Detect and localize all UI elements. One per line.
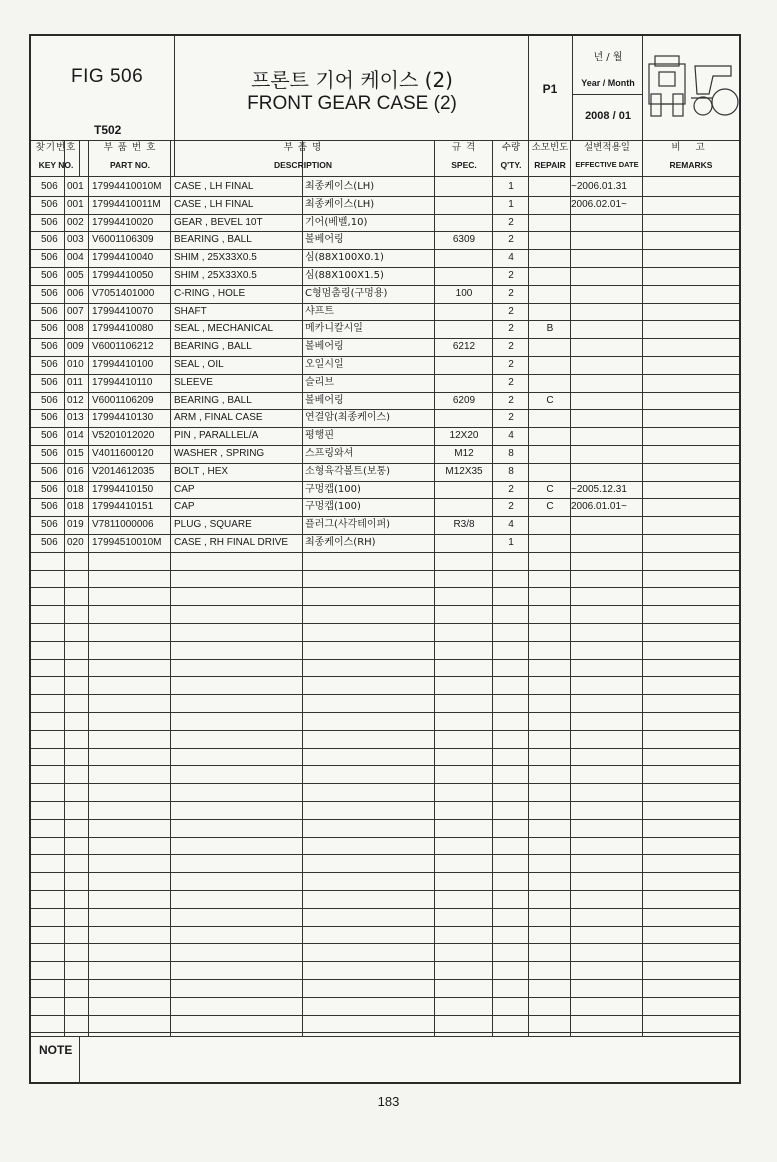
year-month-label-ko: 년 / 월 (593, 52, 623, 63)
cell-desc-en: SHIM , 25X33X0.5 (174, 252, 257, 264)
cell-key: 011 (67, 376, 83, 388)
cell-spec: M12 (454, 448, 474, 459)
cell-fig: 506 (41, 376, 58, 388)
key-header-ko: 찾기번호 (35, 142, 77, 153)
qty-header-en: Q'TY. (500, 160, 522, 170)
description-header-ko: 부 품 명 (283, 142, 323, 153)
cell-desc-en: WASHER , SPRING (174, 448, 265, 459)
remarks-header-en: REMARKS (669, 160, 713, 170)
cell-desc-ko: C형멈춤링(구멍용) (305, 287, 388, 299)
cell-desc-en: SEAL , OIL (174, 359, 224, 370)
cell-desc-ko: 메카니칼시일 (305, 323, 363, 335)
cell-key: 020 (67, 537, 84, 548)
cell-desc-ko: 슬리브 (305, 376, 334, 388)
cell-spec: 6309 (452, 234, 476, 246)
cell-fig: 506 (41, 394, 58, 406)
title-english: FRONT GEAR CASE (2) (247, 93, 457, 114)
cell-qty: 8 (508, 465, 514, 477)
cell-key: 001 (67, 181, 84, 192)
cell-key: 003 (67, 234, 84, 246)
cell-desc-ko: 소형육각볼트(보통) (305, 465, 391, 477)
cell-fig: 506 (41, 359, 58, 370)
cell-eff: 2006.02.01~ (571, 198, 627, 210)
cell-fig: 506 (41, 519, 58, 531)
part-header-en: PART NO. (110, 160, 150, 170)
cell-key: 019 (67, 519, 84, 531)
cell-desc-en: BEARING , BALL (174, 394, 252, 406)
cell-spec: 100 (455, 287, 473, 299)
cell-eff: 2006.01.01~ (571, 501, 627, 513)
cell-key: 018 (67, 483, 84, 495)
cell-desc-en: PIN , PARALLEL/A (174, 430, 259, 442)
cell-qty: 2 (508, 359, 514, 370)
cell-desc-en: PLUG , SQUARE (174, 519, 252, 531)
cell-desc-en: C-RING , HOLE (174, 287, 246, 299)
cell-desc-ko: 최종케이스(LH) (305, 181, 375, 192)
cell-qty: 2 (508, 412, 514, 424)
table-row (31, 392, 739, 410)
cell-fig: 506 (41, 483, 58, 495)
cell-key: 014 (67, 430, 84, 442)
table-row (31, 178, 739, 196)
cell-part: V6001106209 (92, 394, 154, 406)
description-header-en: DESCRIPTION (273, 160, 333, 170)
parts-sheet (29, 34, 741, 1084)
cell-part: V6001106309 (92, 234, 154, 246)
cell-repair: C (546, 394, 554, 406)
cell-desc-ko: 연결암(최종케이스) (305, 412, 391, 424)
cell-desc-en: BEARING , BALL (174, 234, 252, 246)
table-row (31, 445, 739, 463)
page-number: 183 (377, 1094, 400, 1109)
cell-fig: 506 (41, 323, 58, 335)
table-row (31, 356, 739, 374)
cell-desc-ko: 최종케이스(LH) (305, 198, 375, 210)
cell-desc-en: SHIM , 25X33X0.5 (174, 270, 257, 281)
tractor-icon (643, 46, 739, 128)
table-row (31, 534, 739, 552)
table-row (31, 481, 739, 499)
cell-qty: 4 (508, 252, 514, 264)
cell-part: 17994410130 (92, 412, 154, 424)
cell-part: V2014612035 (92, 465, 155, 477)
cell-qty: 2 (508, 216, 514, 228)
cell-fig: 506 (41, 198, 58, 210)
cell-fig: 506 (41, 216, 58, 228)
table-row (31, 320, 739, 338)
cell-desc-ko: 스프링와셔 (305, 448, 354, 459)
cell-part: 17994510010M (92, 537, 162, 548)
cell-part: 17994410020 (92, 216, 154, 228)
cell-fig: 506 (41, 412, 58, 424)
cell-fig: 506 (41, 234, 58, 246)
spec-header-ko: 규 격 (451, 142, 477, 153)
year-month-label-en: Year / Month (581, 78, 635, 88)
cell-qty: 2 (508, 305, 514, 317)
page-code: P1 (542, 82, 558, 96)
cell-part: 17994410040 (92, 252, 154, 264)
cell-qty: 4 (508, 519, 514, 531)
cell-desc-ko: 볼베어링 (305, 234, 344, 246)
table-row (31, 338, 739, 356)
cell-key: 001 (67, 198, 84, 210)
year-month-value: 2008 / 01 (585, 110, 631, 122)
fig-number: FIG 506 (71, 66, 144, 87)
cell-part: 17994410010M (92, 181, 162, 192)
cell-qty: 1 (508, 181, 514, 192)
cell-desc-ko: 평행핀 (305, 430, 334, 442)
cell-fig: 506 (41, 305, 58, 317)
cell-part: V7051401000 (92, 287, 155, 299)
cell-qty: 1 (508, 198, 514, 210)
cell-desc-en: GEAR , BEVEL 10T (174, 216, 263, 228)
cell-fig: 506 (41, 341, 58, 353)
cell-key: 009 (67, 341, 84, 353)
cell-key: 005 (67, 270, 84, 281)
cell-part: 17994410110 (92, 376, 153, 388)
table-row (31, 498, 739, 516)
note-label: NOTE (39, 1043, 73, 1057)
cell-desc-en: BEARING , BALL (174, 341, 252, 353)
table-row (31, 285, 739, 303)
cell-part: V7811000006 (92, 519, 154, 531)
cell-desc-en: ARM , FINAL CASE (174, 412, 263, 424)
cell-fig: 506 (41, 448, 58, 459)
cell-key: 004 (67, 252, 84, 264)
table-row (31, 427, 739, 445)
table-row (31, 463, 739, 481)
cell-key: 006 (67, 287, 84, 299)
cell-qty: 2 (508, 287, 514, 299)
title-korean: 프론트 기어 케이스 (2) (251, 68, 453, 92)
spec-header-en: SPEC. (451, 160, 477, 170)
cell-spec: M12X35 (445, 465, 483, 477)
cell-desc-en: CAP (174, 483, 195, 495)
cell-desc-ko: 볼베어링 (305, 341, 344, 353)
cell-qty: 8 (508, 448, 514, 459)
cell-desc-en: CAP (174, 501, 195, 513)
cell-part: V6001106212 (92, 341, 154, 353)
cell-qty: 2 (508, 501, 514, 513)
repair-header-en: REPAIR (534, 160, 566, 170)
cell-desc-ko: 구멍캡(100) (305, 501, 361, 513)
cell-desc-en: CASE , LH FINAL (174, 181, 254, 192)
cell-eff: ~2005.12.31 (571, 483, 627, 495)
cell-qty: 2 (508, 341, 514, 353)
cell-fig: 506 (41, 287, 58, 299)
cell-desc-ko: 오일시일 (305, 359, 344, 370)
table-row (31, 374, 739, 392)
cell-desc-en: SHAFT (174, 305, 207, 317)
cell-fig: 506 (41, 537, 58, 548)
cell-qty: 2 (508, 323, 514, 335)
cell-fig: 506 (41, 252, 58, 264)
cell-key: 007 (67, 305, 84, 317)
cell-part: 17994410070 (92, 305, 154, 317)
cell-key: 008 (67, 323, 84, 335)
cell-desc-ko: 구멍캡(100) (305, 483, 361, 495)
effective-date-header-en: EFFECTIVE DATE (575, 160, 639, 169)
cell-desc-en: SEAL , MECHANICAL (174, 323, 274, 335)
cell-spec: R3/8 (453, 519, 475, 531)
cell-part: V5201012020 (92, 430, 155, 442)
cell-desc-en: CASE , LH FINAL (174, 198, 254, 210)
cell-key: 018 (67, 501, 84, 513)
effective-date-header-ko: 설변적용일 (584, 142, 630, 153)
key-header-en: KEY NO. (38, 160, 74, 170)
cell-key: 010 (67, 359, 84, 370)
table-row (31, 249, 739, 267)
cell-desc-en: CASE , RH FINAL DRIVE (174, 537, 289, 548)
cell-qty: 1 (508, 537, 514, 548)
cell-desc-ko: 샤프트 (305, 305, 334, 317)
cell-qty: 2 (508, 483, 514, 495)
cell-fig: 506 (41, 270, 58, 281)
cell-key: 016 (67, 465, 84, 477)
cell-key: 015 (67, 448, 84, 459)
cell-desc-en: BOLT , HEX (174, 465, 229, 477)
cell-fig: 506 (41, 430, 58, 442)
table-row (31, 267, 739, 285)
cell-spec: 12X20 (449, 430, 479, 442)
table-row (31, 231, 739, 249)
cell-part: 17994410100 (92, 359, 154, 370)
repair-header-ko: 소모빈도 (531, 142, 569, 153)
model-code: T502 (94, 123, 122, 137)
cell-desc-ko: 플러그(사각테이퍼) (305, 519, 391, 531)
part-header-ko: 부 품 번 호 (103, 142, 157, 153)
cell-key: 012 (67, 394, 84, 406)
cell-repair: B (546, 323, 554, 335)
cell-fig: 506 (41, 181, 58, 192)
table-row (31, 409, 739, 427)
qty-header-ko: 수량 (501, 142, 521, 153)
table-row (31, 303, 739, 321)
table-row (31, 196, 739, 214)
table-row (31, 516, 739, 534)
cell-desc-ko: 기어(베벨,10) (305, 216, 368, 228)
cell-desc-ko: 최종케이스(RH) (305, 537, 376, 548)
cell-qty: 2 (508, 394, 514, 406)
cell-qty: 2 (508, 376, 514, 388)
cell-key: 013 (67, 412, 84, 424)
cell-qty: 4 (508, 430, 514, 442)
cell-desc-en: SLEEVE (174, 376, 213, 388)
cell-qty: 2 (508, 270, 514, 281)
cell-part: 17994410050 (92, 270, 154, 281)
cell-eff: ~2006.01.31 (571, 181, 627, 192)
cell-part: 17994410150 (92, 483, 154, 495)
remarks-header-ko: 비 고 (671, 142, 711, 153)
cell-repair: C (546, 483, 554, 495)
cell-qty: 2 (508, 234, 514, 246)
cell-part: V4011600120 (92, 448, 154, 459)
cell-desc-ko: 심(88X100X0.1) (305, 252, 384, 264)
cell-desc-ko: 심(88X100X1.5) (305, 270, 384, 281)
cell-spec: 6212 (452, 341, 476, 353)
cell-key: 002 (67, 216, 84, 228)
cell-part: 17994410080 (92, 323, 154, 335)
cell-fig: 506 (41, 501, 58, 513)
cell-part: 17994410011M (92, 198, 161, 210)
table-row (31, 214, 739, 232)
cell-part: 17994410151 (92, 501, 154, 513)
cell-desc-ko: 볼베어링 (305, 394, 344, 406)
cell-repair: C (546, 501, 554, 513)
cell-spec: 6209 (452, 394, 476, 406)
cell-fig: 506 (41, 465, 58, 477)
